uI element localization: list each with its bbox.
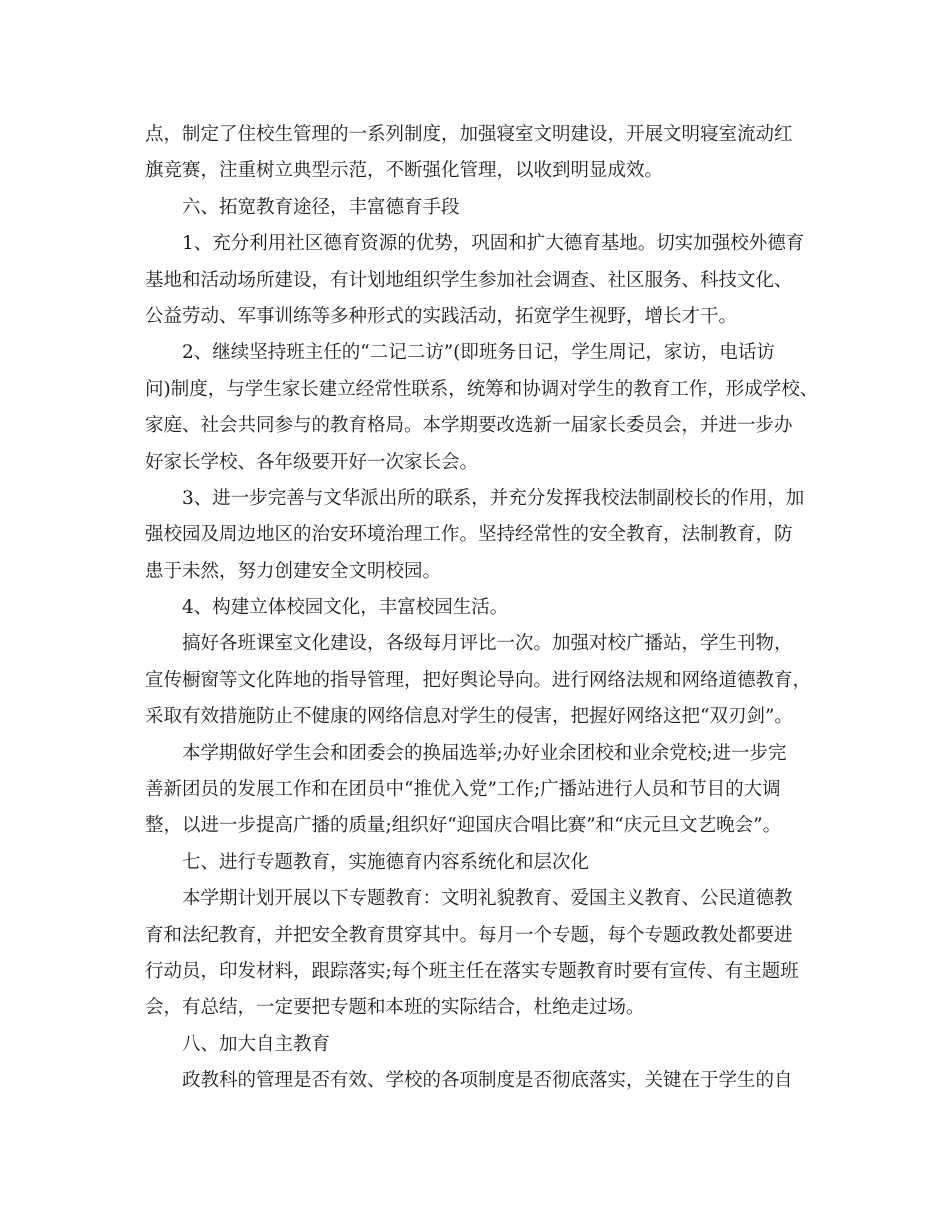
text-line: 七、进行专题教育，实施德育内容系统化和层次化 <box>182 851 590 873</box>
text-line: 点，制定了住校生管理的一系列制度，加强寝室文明建设，开展文明寝室流动红 <box>145 124 793 145</box>
text-line: 善新团员的发展工作和在团员中“推优入党”工作;广播站进行人员和节目的大调 <box>145 779 781 801</box>
text-line: 公益劳动、军事训练等多种形式的实践活动，拓宽学生视野，增长才干。 <box>145 305 738 327</box>
text-line: 基地和活动场所建设，有计划地组织学生参加社会调查、社区服务、科技文化、 <box>145 269 793 291</box>
text-line: 整，以进一步提高广播的质量;组织好“迎国庆合唱比赛”和“庆元旦文艺晚会”。 <box>145 815 782 837</box>
text-line: 搞好各班课室文化建设，各级每月评比一次。加强对校广播站，学生刊物， <box>182 633 793 655</box>
text-line: 六、拓宽教育途径，丰富德育手段 <box>182 196 460 218</box>
text-line: 行动员，印发材料，跟踪落实;每个班主任在落实专题教育时要有宣传、有主题班 <box>145 960 799 982</box>
text-line: 八、加大自主教育 <box>182 1033 331 1055</box>
text-line: 4、构建立体校园文化，丰富校园生活。 <box>182 597 509 619</box>
text-line: 问)制度，与学生家长建立经常性联系，统筹和协调对学生的教育工作，形成学校、 <box>145 378 819 400</box>
text-line: 本学期做好学生会和团委会的换届选举;办好业余团校和业余党校;进一步完 <box>182 742 787 764</box>
text-line: 采取有效措施防止不健康的网络信息对学生的侵害，把握好网络这把“双刃剑”。 <box>145 706 793 728</box>
text-line: 旗竞赛，注重树立典型示范，不断强化管理，以收到明显成效。 <box>145 160 664 182</box>
text-line: 会，有总结，一定要把专题和本班的实际结合，杜绝走过场。 <box>145 997 645 1019</box>
text-line: 2、继续坚持班主任的“二记二访”(即班务日记，学生周记，家访，电话访 <box>182 342 775 364</box>
document-body <box>145 117 819 1100</box>
text-line: 宣传橱窗等文化阵地的指导管理，把好舆论导向。进行网络法规和网络道德教育， <box>145 669 812 691</box>
text-line: 政教科的管理是否有效、学校的各项制度是否彻底落实，关键在于学生的自 <box>182 1070 793 1092</box>
text-line: 家庭、社会共同参与的教育格局。本学期要改选新一届家长委员会，并进一步办 <box>145 415 793 437</box>
text-line: 本学期计划开展以下专题教育：文明礼貌教育、爱国主义教育、公民道德教 <box>182 888 793 910</box>
text-line: 好家长学校、各年级要开好一次家长会。 <box>145 451 479 473</box>
text-line: 强校园及周边地区的治安环境治理工作。坚持经常性的安全教育，法制教育，防 <box>145 524 793 546</box>
text-line: 患于未然，努力创建安全文明校园。 <box>145 560 442 582</box>
text-line: 1、充分利用社区德育资源的优势，巩固和扩大德育基地。切实加强校外德育 <box>182 233 805 255</box>
text-line: 育和法纪教育，并把安全教育贯穿其中。每月一个专题，每个专题政教处都要进 <box>145 924 793 946</box>
text-line: 3、进一步完善与文华派出所的联系，并充分发挥我校法制副校长的作用，加 <box>182 487 805 509</box>
